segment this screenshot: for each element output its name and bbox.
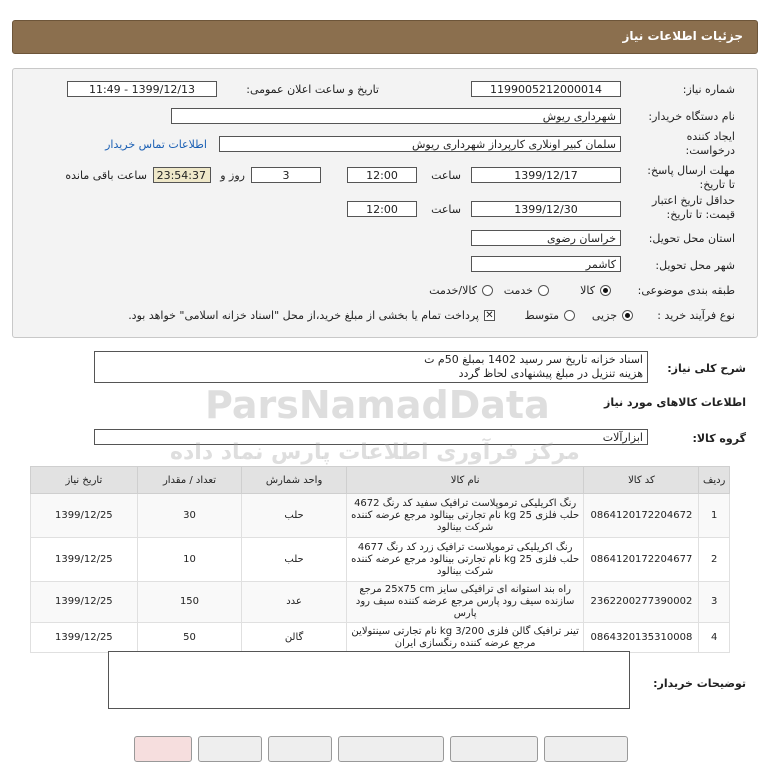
announce-field[interactable]: 1399/12/13 - 11:49 <box>67 81 217 97</box>
process-medium-label: متوسط <box>524 309 559 322</box>
action-button-2[interactable] <box>450 736 538 762</box>
action-button-5[interactable] <box>198 736 262 762</box>
cell-row: 4 <box>699 623 730 653</box>
cell-date: 1399/12/25 <box>31 623 138 653</box>
remaining-label: ساعت باقی مانده <box>65 169 147 182</box>
cell-unit: گالن <box>242 623 347 653</box>
page-header <box>12 20 758 54</box>
cell-date: 1399/12/25 <box>31 582 138 623</box>
description-line-1: اسناد خزانه تاریخ سر رسید 1402 بمبلغ 50م ت <box>424 353 643 366</box>
cell-qty: 10 <box>137 538 242 582</box>
cell-qty: 150 <box>137 582 242 623</box>
validity-label-2: قیمت: تا تاریخ: <box>666 208 735 221</box>
category-service-radio[interactable] <box>538 285 549 296</box>
col-qty-header: تعداد / مقدار <box>137 467 242 494</box>
deadline-time-label: ساعت <box>431 169 461 182</box>
process-minor-radio[interactable] <box>622 310 633 321</box>
buyer-notes-box[interactable] <box>108 651 630 709</box>
cell-row: 1 <box>699 494 730 538</box>
cell-code: 0864120172204677 <box>584 538 699 582</box>
cell-unit: عدد <box>242 582 347 623</box>
treasury-note: پرداخت تمام یا بخشی از مبلغ خرید،از محل "اسناد خزانه اسلامی" خواهد بود. <box>128 309 479 322</box>
col-name-header: نام کالا <box>346 467 584 494</box>
city-label: شهر محل تحویل: <box>655 259 735 272</box>
cell-name: راه بند استوانه ای ترافیکی سایز 25x75 cm مرجع سازنده سیف رود پارس مرجع عرضه کننده سیف رود پارس <box>346 582 584 623</box>
category-label: طبقه بندی موضوعی: <box>637 284 735 297</box>
validity-time-label: ساعت <box>431 203 461 216</box>
cell-qty: 30 <box>137 494 242 538</box>
validity-date-field[interactable]: 1399/12/30 <box>471 201 621 217</box>
days-field[interactable]: 3 <box>251 167 321 183</box>
category-both-label: کالا/خدمت <box>429 284 477 297</box>
description-box <box>94 351 648 383</box>
action-button-3[interactable] <box>338 736 444 762</box>
process-label: نوع فرآیند خرید : <box>657 309 735 322</box>
category-both-radio[interactable] <box>482 285 493 296</box>
action-button-4[interactable] <box>268 736 332 762</box>
category-service-label: خدمت <box>503 284 533 297</box>
treasury-checkbox[interactable]: ✕ <box>485 310 494 321</box>
goods-group-field[interactable]: ابزارآلات <box>94 429 648 445</box>
cell-row: 3 <box>699 582 730 623</box>
province-label: استان محل تحویل: <box>648 232 735 245</box>
deadline-time-field[interactable]: 12:00 <box>347 167 417 183</box>
validity-label: حداقل تاریخ اعتبار <box>651 194 735 207</box>
action-button-1[interactable] <box>544 736 628 762</box>
validity-time-field[interactable]: 12:00 <box>347 201 417 217</box>
cell-code: 0864320135310008 <box>584 623 699 653</box>
goods-group-label: گروه کالا: <box>692 432 746 445</box>
description-label: شرح کلی نیاز: <box>667 362 746 375</box>
remaining-time-field: 23:54:37 <box>153 167 211 183</box>
watermark-logo: ParsNamadData <box>205 383 550 427</box>
province-field[interactable]: خراسان رضوی <box>471 230 621 246</box>
creator-field[interactable]: سلمان کبیر اونلاری کارپرداز شهرداری ریوش <box>219 136 621 152</box>
cell-row: 2 <box>699 538 730 582</box>
col-unit-header: واحد شمارش <box>242 467 347 494</box>
process-minor-label: جزیی <box>591 309 617 322</box>
buyer-contact-link[interactable]: اطلاعات تماس خریدار <box>105 138 207 151</box>
cell-code: 0864120172204672 <box>584 494 699 538</box>
col-code-header: کد کالا <box>584 467 699 494</box>
col-date-header: تاریخ نیاز <box>31 467 138 494</box>
creator-label: ایجاد کننده <box>686 130 735 143</box>
table-row[interactable] <box>31 623 730 653</box>
cell-qty: 50 <box>137 623 242 653</box>
cell-code: 2362200277390002 <box>584 582 699 623</box>
table-row[interactable] <box>31 582 730 623</box>
action-button-6[interactable] <box>134 736 192 762</box>
buyer-org-field[interactable]: شهرداری ریوش <box>171 108 621 124</box>
goods-section-title: اطلاعات کالاهای مورد نیاز <box>604 396 746 409</box>
need-number-label: شماره نیاز: <box>682 83 735 96</box>
days-label: روز و <box>220 169 245 182</box>
info-panel <box>12 68 758 338</box>
deadline-date-field[interactable]: 1399/12/17 <box>471 167 621 183</box>
creator-label-2: درخواست: <box>685 144 735 157</box>
cell-name: تینر ترافیک گالن فلزی 3/200 kg نام تجارتی سینتولاین مرجع عرضه کننده رنگسازی ایران <box>346 623 584 653</box>
col-row-header: ردیف <box>699 467 730 494</box>
city-field[interactable]: کاشمر <box>471 256 621 272</box>
cell-unit: حلب <box>242 538 347 582</box>
category-goods-radio[interactable] <box>600 285 611 296</box>
cell-unit: حلب <box>242 494 347 538</box>
buyer-notes-label: توضیحات خریدار: <box>653 677 746 690</box>
table-header-row <box>31 467 730 494</box>
watermark-tagline: مرکز فرآوری اطلاعات پارس نماد داده <box>170 440 580 465</box>
cell-date: 1399/12/25 <box>31 538 138 582</box>
category-goods-label: کالا <box>580 284 595 297</box>
page-title: جزئیات اطلاعات نیاز <box>622 29 743 43</box>
description-line-2: هزینه تنزیل در مبلغ پیشنهادی لحاظ گردد <box>458 367 643 380</box>
buyer-org-label: نام دستگاه خریدار: <box>648 110 735 123</box>
announce-label: تاریخ و ساعت اعلان عمومی: <box>246 83 379 96</box>
cell-name: رنگ اکریلیکی ترموپلاست ترافیک سفید کد رنگ 4672 حلب فلزی 25 kg نام تجارتی بینالود مرجع عرضه کننده شرکت بینالود <box>346 494 584 538</box>
cell-name: رنگ اکریلیکی ترموپلاست ترافیک زرد کد رنگ 4677 حلب فلزی 25 kg نام تجارتی بینالود مرجع عرضه کننده شرکت بینالود <box>346 538 584 582</box>
items-table <box>30 466 730 653</box>
table-row[interactable] <box>31 538 730 582</box>
need-number-field[interactable]: 1199005212000014 <box>471 81 621 97</box>
table-row[interactable] <box>31 494 730 538</box>
cell-date: 1399/12/25 <box>31 494 138 538</box>
deadline-label-2: تا تاریخ: <box>699 178 735 191</box>
deadline-label: مهلت ارسال پاسخ: <box>647 164 735 177</box>
process-medium-radio[interactable] <box>564 310 575 321</box>
